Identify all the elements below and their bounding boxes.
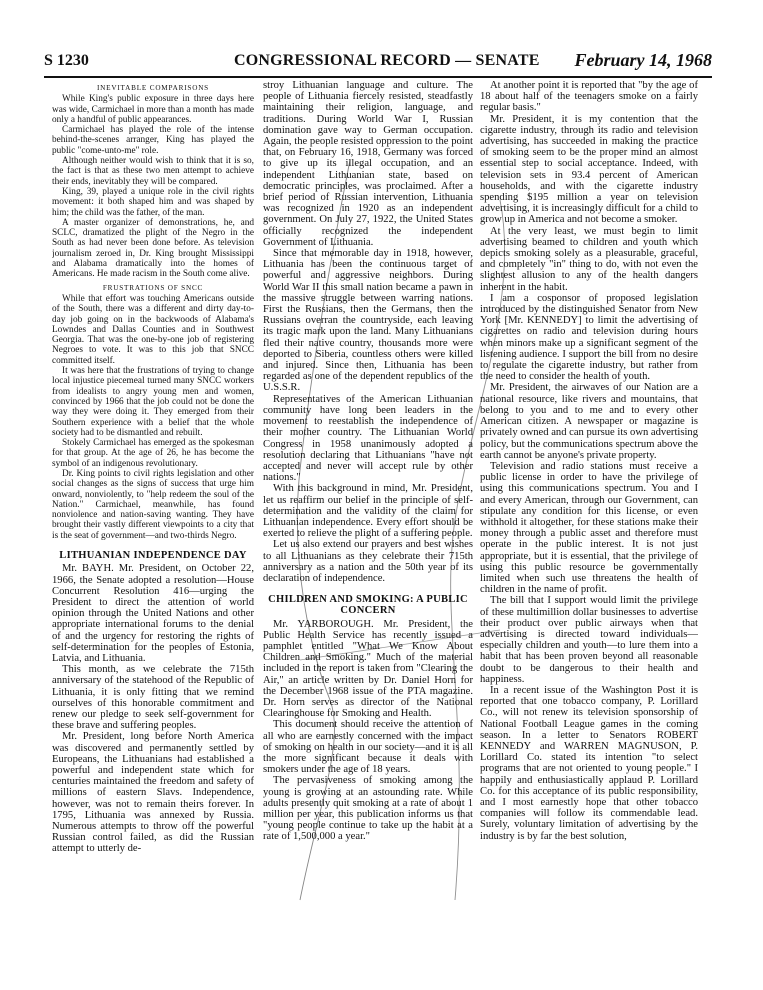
paragraph: In a recent issue of the Washington Post it is reported that one tobacco company, P. Lorillard Co., will not renew its television sponsorship of National Football League games in the coming season. In a letter to Senators ROBERT KENNEDY and WARREN MAGNUSON, P. Lorillard Co. stated its intention "to select programs that are not oriented to young people." I happily and enthusiastically applaud P. Lorillard Co. for this acceptance of its public responsibility, and I most earnestly hope that other tobacco companies will follow its commendable lead. Surely, voluntary limitation of advertising by the industry is by far the best solution, <box>480 684 698 842</box>
paragraph: At another point it is reported that "by the age of 18 about half of the teenagers smoke on a fairly regular basis." <box>480 80 698 114</box>
subhead-inevitable-comparisons: INEVITABLE COMPARISONS <box>96 84 209 92</box>
paragraph: Carmichael has played the role of the intense behind-the-scenes arranger, King has played the public "come-unto-me" role. <box>52 125 254 156</box>
column-3 <box>480 80 698 922</box>
column-1 <box>52 80 254 902</box>
paragraph: While King's public exposure in three days here was wide, Carmichael in more than a month has made only a handful of public appearances. <box>52 94 254 125</box>
page-number: S 1230 <box>44 52 89 69</box>
paragraph: Mr. President, long before North America was discovered and permanently settled by Europeans, the Lithuanians had established a powerful and independent state which for centuries maintained the freedom and safety of millions of eastern Slavs. Independence, however, was not to remain theirs forever. In 1795, Lithuania was annexed by Russia. Numerous attempts to throw off the powerful Russian control failed, as did the Russian attempt to utterly de- <box>52 731 254 855</box>
paragraph: Dr. King points to civil rights legislation and other social changes as the signs of success that urge him onward, nonviolently, to "help redeem the soul of the Nation." Carmichael, meanwhile, has found nonviolence and nation-saving wanting. They have brought their vastly different viewpoints to a city that is the seat of government—and two-thirds Negro. <box>52 468 254 541</box>
publication-title: CONGRESSIONAL RECORD — SENATE <box>234 52 540 69</box>
section-body-lithuania <box>52 563 254 854</box>
paragraph: The bill that I support would limit the privilege of these multimillion dollar businesses to advertise their product over public airways when that advertising is directed toward individuals—especially children and youth—to lure them into a habit that has been proven beyond all reasonable doubt to be dangerous to their health and happiness. <box>480 595 698 685</box>
paragraph: It was here that the frustrations of trying to change local injustice piecemeal turned many SNCC workers from idealists to angry young men and women, convinced by 1966 that the job could not be done the way they were doing it. They emerged from their Southern experience with a belief that the whole society had to be dismantled and rebuilt. <box>52 366 254 438</box>
paragraph: A master organizer of demonstrations, he, and SCLC, dramatized the plight of the Negro in the South as had never been done before. As television journalism zeroed in, Dr. King brought Mississippi and Alabama dramatically into the homes of Americans. He made racism in the South come alive. <box>52 217 254 280</box>
subhead-frustrations-of-sncc: FRUSTRATIONS OF SNCC <box>102 283 204 292</box>
paragraph: While that effort was touching Americans outside of the South, there was a different and dirty day-to-day job going on in the backwoods of Alabama's Lowndes and Dallas Counties and in Southwest Georgia. That was the one-by-one job of registering Negroes to vote. It was to this job that SNCC committed itself. <box>52 293 254 366</box>
paragraph: This month, as we celebrate the 715th anniversary of the statehood of the Republic of Lithuania, it is only fitting that we remind ourselves of this honorable commitment and renew our pledge to seek self-government for these brave and suffering peoples. <box>52 664 254 732</box>
paragraph: Television and radio stations must receive a public license in order to have the privilege of using this communications spectrum. You and I and every American, through our Government, can stipulate any condition for this license, or even withhold it altogether, for these stations make their money through a public asset and therefore must operate in the public interest. It is not just appropriate, but it is essential, that the privilege of using this public resource be governmentally limited when such use threatens the health of children in the name of profit. <box>480 460 698 596</box>
column-2 <box>263 80 473 922</box>
section-title-children-and-smoking: CHILDREN AND SMOKING: A PUBLIC CONCERN <box>268 594 468 617</box>
paragraph: At the very least, we must begin to limit advertising beamed to children and youth which depicts smoking solely as a pleasurable, graceful, and completely "in" thing to do, with not even the slightest allusion to any of the health dangers inherent in the habit. <box>480 225 698 293</box>
paragraph: Mr. YARBOROUGH. Mr. President, the Public Health Service has recently issued a pamphlet entitled "What We Know About Children and Smoking." Much of the material included in the report is taken from "Clearing the Air," an article written by Dr. Daniel Horn for the December 1968 issue of the PTA magazine. Dr. Horn serves as director of the National Clearinghouse for Smoking and Health. <box>263 618 473 720</box>
paragraph: stroy Lithuanian language and culture. The people of Lithuania fiercely resisted, steadfastly maintaining their religion, language, and traditions. During World War I, Russian domination gave way to German occupation. Again, the people resisted oppression to the point that, on February 16, 1918, Germany was forced to give up its illegal occupation, and an independent Lithuanian state, based on democratic principles, was proclaimed. After a brief period of Russian intervention, Lithuania was recognized in 1920 as an independent government. On July 27, 1922, the United States officially recognized the independent Government of Lithuania. <box>263 80 473 248</box>
paragraph: Mr. President, the airwaves of our Nation are a national resource, like rivers and mountains, that belong to you and to me and to every other American citizen. A newspaper or magazine is privately owned and can pursue its own advertising policy, but the communications spectrum above the earth cannot be anyone's private property. <box>480 382 698 461</box>
paragraph: Although neither would wish to think that it is so, the fact is that as these two men attempt to achieve their ends, inevitably they will be compared. <box>52 156 254 187</box>
paragraph: The pervasiveness of smoking among the young is growing at an astounding rate. While adults presently quit smoking at a rate of about 1 million per year, this publication informs us that "young people continue to take up the habit at a rate of 1,500,000 a year." <box>263 775 473 843</box>
paragraph: Mr. BAYH. Mr. President, on October 22, 1966, the Senate adopted a resolution—House Concurrent Resolution 416—urging the President to direct the attention of world opinion through the United Nations and other appropriate international forums to the denial of and the urgency for restoring the rights of self-determination for the peoples of Estonia, Latvia, and Lithuania. <box>52 563 254 664</box>
paragraph: Stokely Carmichael has emerged as the spokesman for that group. At the age of 26, he has become the symbol of an indigenous revolutionary. <box>52 438 254 469</box>
paragraph: Since that memorable day in 1918, however, Lithuania has been the continuous target of powerful and aggressive neighbors. During World War II this small nation became a pawn in the massive struggle between warring nations. First the Russians, then the Germans, then the Russians overran the countryside, each leaving its tragic mark upon the land. Many Lithuanians fled their native country, thousands more were deported to Siberia, countless others were killed and injured. Since then, Lithuania has been regarded as one of the dependent republics of the U.S.S.R. <box>263 248 473 394</box>
paragraph: Mr. President, it is my contention that the cigarette industry, through its radio and television advertising, has succeeded in making the practice of smoking seem to be the proper mind an almost essential step to social acceptance. Indeed, with television sets in 93.4 percent of American households, and with the cigarette industry spending $195 million a year on television advertising, it is increasingly difficult for a child to grow up in America and not become a smoker. <box>480 113 698 226</box>
paragraph: Let us also extend our prayers and best wishes to all Lithuanians as they celebrate their 715th anniversary as a nation and the 50th year of its declaration of independence. <box>263 539 473 584</box>
paragraph: Representatives of the American Lithuanian community have long been leaders in the movement to reestablish the independence of their mother country. The Lithuanian World Congress in 1958 unanimously adopted a resolution declaring that Lithuanians "have not accepted and never will accept rule by other nations." <box>263 393 473 484</box>
header-rule <box>44 76 712 78</box>
paragraph: This document should receive the attention of all who are earnestly concerned with the impact of smoking on health in our society—and it is all the more significant because it deals with smokers under the age of 18 years. <box>263 719 473 776</box>
paragraph: With this background in mind, Mr. President, let us reaffirm our belief in the principle of self-determination and the validity of the claim for Lithuanian independence. Every effort should be exerted to relieve the plight of a suffering people. <box>263 483 473 540</box>
paragraph: I am a cosponsor of proposed legislation introduced by the distinguished Senator from New York [Mr. KENNEDY] to limit the advertising of cigarettes on radio and television during hours when minors make up a significant segment of the listening audience. I support the bill from no desire to regulate the cigarette industry, but rather from the need to consider the health of youth. <box>480 292 698 383</box>
page-header <box>44 50 712 74</box>
section-title-lithuanian-independence-day: LITHUANIAN INDEPENDENCE DAY <box>59 550 247 562</box>
issue-date: February 14, 1968 <box>574 50 712 70</box>
paragraph: King, 39, played a unique role in the civil rights movement: it both shaped him and was shaped by him; the child was the father, of the man. <box>52 186 254 218</box>
